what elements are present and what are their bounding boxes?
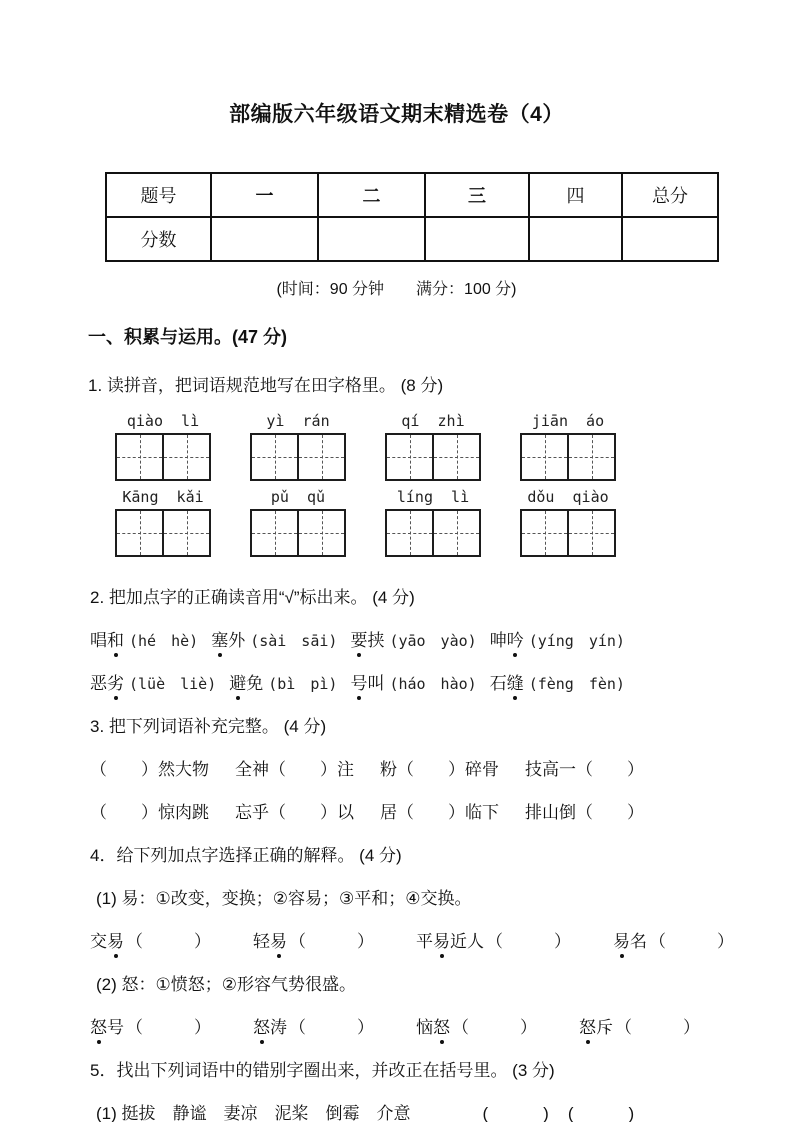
score-table-cell-four: 四 bbox=[529, 173, 622, 217]
pinyin-options: (sài sāi) bbox=[250, 632, 338, 650]
questions-area bbox=[0, 574, 793, 1122]
tianzige-cell bbox=[117, 511, 162, 555]
pinyin-label: líng lì bbox=[396, 488, 470, 506]
q3-line1 bbox=[0, 746, 793, 789]
dotted-word-item: 石缝 (fèng fèn) bbox=[490, 669, 625, 694]
pinyin-options: (lüè liè) bbox=[129, 675, 217, 693]
tianzige-grid bbox=[115, 509, 211, 557]
score-table-cell-total: 总分 bbox=[622, 173, 718, 217]
pinyin-label: yì rán bbox=[266, 412, 330, 430]
answer-blank: （ ） bbox=[126, 932, 211, 951]
time-limit-note: (时间：90 分钟 满分：100 分) bbox=[276, 281, 517, 298]
q4-heading: 4．给下列加点字选择正确的解释。 (4 分) bbox=[90, 846, 402, 865]
dotted-char: 号 bbox=[350, 669, 367, 694]
dotted-char: 易 bbox=[433, 927, 450, 952]
pinyin-label: Kāng kǎi bbox=[122, 488, 204, 506]
dotted-word-item: 避免 (bì pì) bbox=[229, 669, 337, 694]
fill-blank-phrase: 全神（ ）注 bbox=[235, 760, 354, 779]
fill-blank-phrase: 排山倒（ ） bbox=[525, 803, 644, 822]
pinyin-grid-group bbox=[250, 412, 346, 481]
q5-word-list: (1) 挺拔 静谧 妻凉 泥桨 倒霉 介意 bbox=[96, 1104, 411, 1122]
tianzige-cell bbox=[522, 511, 567, 555]
pinyin-grid-group bbox=[520, 412, 616, 481]
score-row-label: 分数 bbox=[106, 217, 211, 261]
tianzige-cell bbox=[432, 511, 479, 555]
tianzige-cell bbox=[297, 435, 344, 479]
pinyin-options: (yāo yào) bbox=[389, 632, 477, 650]
answer-blank: ( ) ( ) bbox=[482, 1104, 636, 1122]
q4-part1-prompt: (1) 易：①改变，变换；②容易；③平和；④交换。 bbox=[96, 889, 472, 908]
dotted-word-item: 呻吟 (yíng yín) bbox=[490, 626, 625, 651]
tianzige-cell bbox=[387, 511, 432, 555]
pinyin-grid-group bbox=[385, 412, 481, 481]
tianzige-cell bbox=[387, 435, 432, 479]
tianzige-grid bbox=[115, 433, 211, 481]
score-table-cell-one: 一 bbox=[211, 173, 318, 217]
answer-blank: （ ） bbox=[126, 1018, 211, 1037]
pinyin-label: qí zhì bbox=[401, 412, 465, 430]
dotted-char: 怒 bbox=[433, 1013, 450, 1038]
dotted-word-item: 交易 （ ） bbox=[90, 927, 211, 952]
pinyin-grid-group bbox=[385, 488, 481, 557]
q2-line2 bbox=[0, 660, 793, 703]
q5-line bbox=[0, 1090, 793, 1122]
page-title: 部编版六年级语文期末精选卷（4） bbox=[229, 103, 564, 126]
tianzige-grid bbox=[385, 433, 481, 481]
tianzige-cell bbox=[432, 435, 479, 479]
pinyin-options: (hé hè) bbox=[129, 632, 199, 650]
pinyin-label: qiào lì bbox=[126, 412, 200, 430]
score-empty-cell bbox=[318, 217, 425, 261]
answer-blank: （ ） bbox=[615, 1018, 700, 1037]
answer-blank: （ ） bbox=[289, 1018, 374, 1037]
fill-blank-phrase: 技高一（ ） bbox=[525, 760, 644, 779]
dotted-char: 易 bbox=[613, 927, 630, 952]
pinyin-label: pǔ qǔ bbox=[270, 488, 326, 506]
q1-pinyin-grid-block bbox=[115, 412, 793, 557]
dotted-word-item: 轻易 （ ） bbox=[253, 927, 374, 952]
pinyin-options: (háo hào) bbox=[389, 675, 477, 693]
tianzige-cell bbox=[567, 511, 614, 555]
q1-heading: 1. 读拼音，把词语规范地写在田字格里。 (8 分) bbox=[88, 376, 444, 395]
tianzige-cell bbox=[117, 435, 162, 479]
tianzige-cell bbox=[252, 435, 297, 479]
tianzige-cell bbox=[252, 511, 297, 555]
dotted-word-item: 怒涛 （ ） bbox=[253, 1013, 374, 1038]
score-empty-cell bbox=[211, 217, 318, 261]
dotted-char: 要 bbox=[350, 626, 367, 651]
dotted-char: 缝 bbox=[507, 669, 524, 694]
score-empty-cell bbox=[529, 217, 622, 261]
tianzige-cell bbox=[522, 435, 567, 479]
tianzige-grid bbox=[520, 433, 616, 481]
dotted-char: 劣 bbox=[107, 669, 124, 694]
answer-blank: （ ） bbox=[289, 932, 374, 951]
tianzige-grid bbox=[520, 509, 616, 557]
tianzige-cell bbox=[162, 511, 209, 555]
dotted-word-item: 要挟 (yāo yào) bbox=[350, 626, 476, 651]
dotted-char: 易 bbox=[107, 927, 124, 952]
q4-part2-items bbox=[0, 1004, 793, 1047]
dotted-char: 吟 bbox=[507, 626, 524, 651]
dotted-char: 塞 bbox=[211, 626, 228, 651]
dotted-char: 和 bbox=[107, 626, 124, 651]
pinyin-options: (bì pì) bbox=[268, 675, 338, 693]
fill-blank-phrase: （ ）惊肉跳 bbox=[90, 803, 209, 822]
section1-heading: 一、积累与运用。(47 分) bbox=[88, 327, 288, 347]
dotted-word-item: 塞外 (sài sāi) bbox=[211, 626, 337, 651]
dotted-char: 避 bbox=[229, 669, 246, 694]
score-table-cell-three: 三 bbox=[425, 173, 529, 217]
pinyin-grid-row-1 bbox=[115, 412, 793, 481]
pinyin-grid-row-2 bbox=[115, 488, 793, 557]
pinyin-options: (fèng fèn) bbox=[528, 675, 625, 693]
pinyin-label: dǒu qiào bbox=[527, 488, 609, 506]
score-table-score-row bbox=[106, 217, 718, 261]
dotted-word-item: 号叫 (háo hào) bbox=[350, 669, 476, 694]
dotted-word-item: 恼怒 （ ） bbox=[416, 1013, 537, 1038]
dotted-char: 易 bbox=[270, 927, 287, 952]
q2-line1 bbox=[0, 617, 793, 660]
dotted-word-item: 怒号 （ ） bbox=[90, 1013, 211, 1038]
fill-blank-phrase: 忘乎（ ）以 bbox=[235, 803, 354, 822]
q2-heading: 2. 把加点字的正确读音用“√”标出来。 (4 分) bbox=[90, 588, 415, 607]
answer-blank: （ ） bbox=[452, 1018, 537, 1037]
q4-part2-prompt: (2) 怒：①愤怒；②形容气势很盛。 bbox=[96, 975, 356, 994]
score-table bbox=[105, 172, 719, 262]
tianzige-grid bbox=[250, 433, 346, 481]
answer-blank: （ ） bbox=[486, 932, 571, 951]
tianzige-cell bbox=[297, 511, 344, 555]
pinyin-grid-group bbox=[115, 412, 211, 481]
score-empty-cell bbox=[622, 217, 718, 261]
fill-blank-phrase: （ ）然大物 bbox=[90, 760, 209, 779]
dotted-word-item: 平易近人 （ ） bbox=[416, 927, 571, 952]
pinyin-label: jiān áo bbox=[531, 412, 605, 430]
dotted-char: 怒 bbox=[579, 1013, 596, 1038]
q4-part1-items bbox=[0, 918, 793, 961]
dotted-char: 怒 bbox=[90, 1013, 107, 1038]
score-table-cell-tihao: 题号 bbox=[106, 173, 211, 217]
score-table-header-row bbox=[106, 173, 718, 217]
score-table-cell-two: 二 bbox=[318, 173, 425, 217]
dotted-word-item: 唱和 (hé hè) bbox=[90, 626, 198, 651]
dotted-word-item: 怒斥 （ ） bbox=[579, 1013, 700, 1038]
pinyin-grid-group bbox=[115, 488, 211, 557]
pinyin-grid-group bbox=[250, 488, 346, 557]
q3-line2 bbox=[0, 789, 793, 832]
tianzige-grid bbox=[385, 509, 481, 557]
pinyin-options: (yíng yín) bbox=[528, 632, 625, 650]
tianzige-grid bbox=[250, 509, 346, 557]
dotted-word-item: 易名 （ ） bbox=[613, 927, 734, 952]
answer-blank: （ ） bbox=[649, 932, 734, 951]
score-empty-cell bbox=[425, 217, 529, 261]
tianzige-cell bbox=[567, 435, 614, 479]
dotted-word-item: 恶劣 (lüè liè) bbox=[90, 669, 216, 694]
q5-heading: 5．找出下列词语中的错别字圈出来，并改正在括号里。 (3 分) bbox=[90, 1061, 555, 1080]
tianzige-cell bbox=[162, 435, 209, 479]
q3-heading: 3. 把下列词语补充完整。 (4 分) bbox=[90, 717, 327, 736]
dotted-char: 怒 bbox=[253, 1013, 270, 1038]
fill-blank-phrase: 粉（ ）碎骨 bbox=[380, 760, 499, 779]
pinyin-grid-group bbox=[520, 488, 616, 557]
fill-blank-phrase: 居（ ）临下 bbox=[380, 803, 499, 822]
